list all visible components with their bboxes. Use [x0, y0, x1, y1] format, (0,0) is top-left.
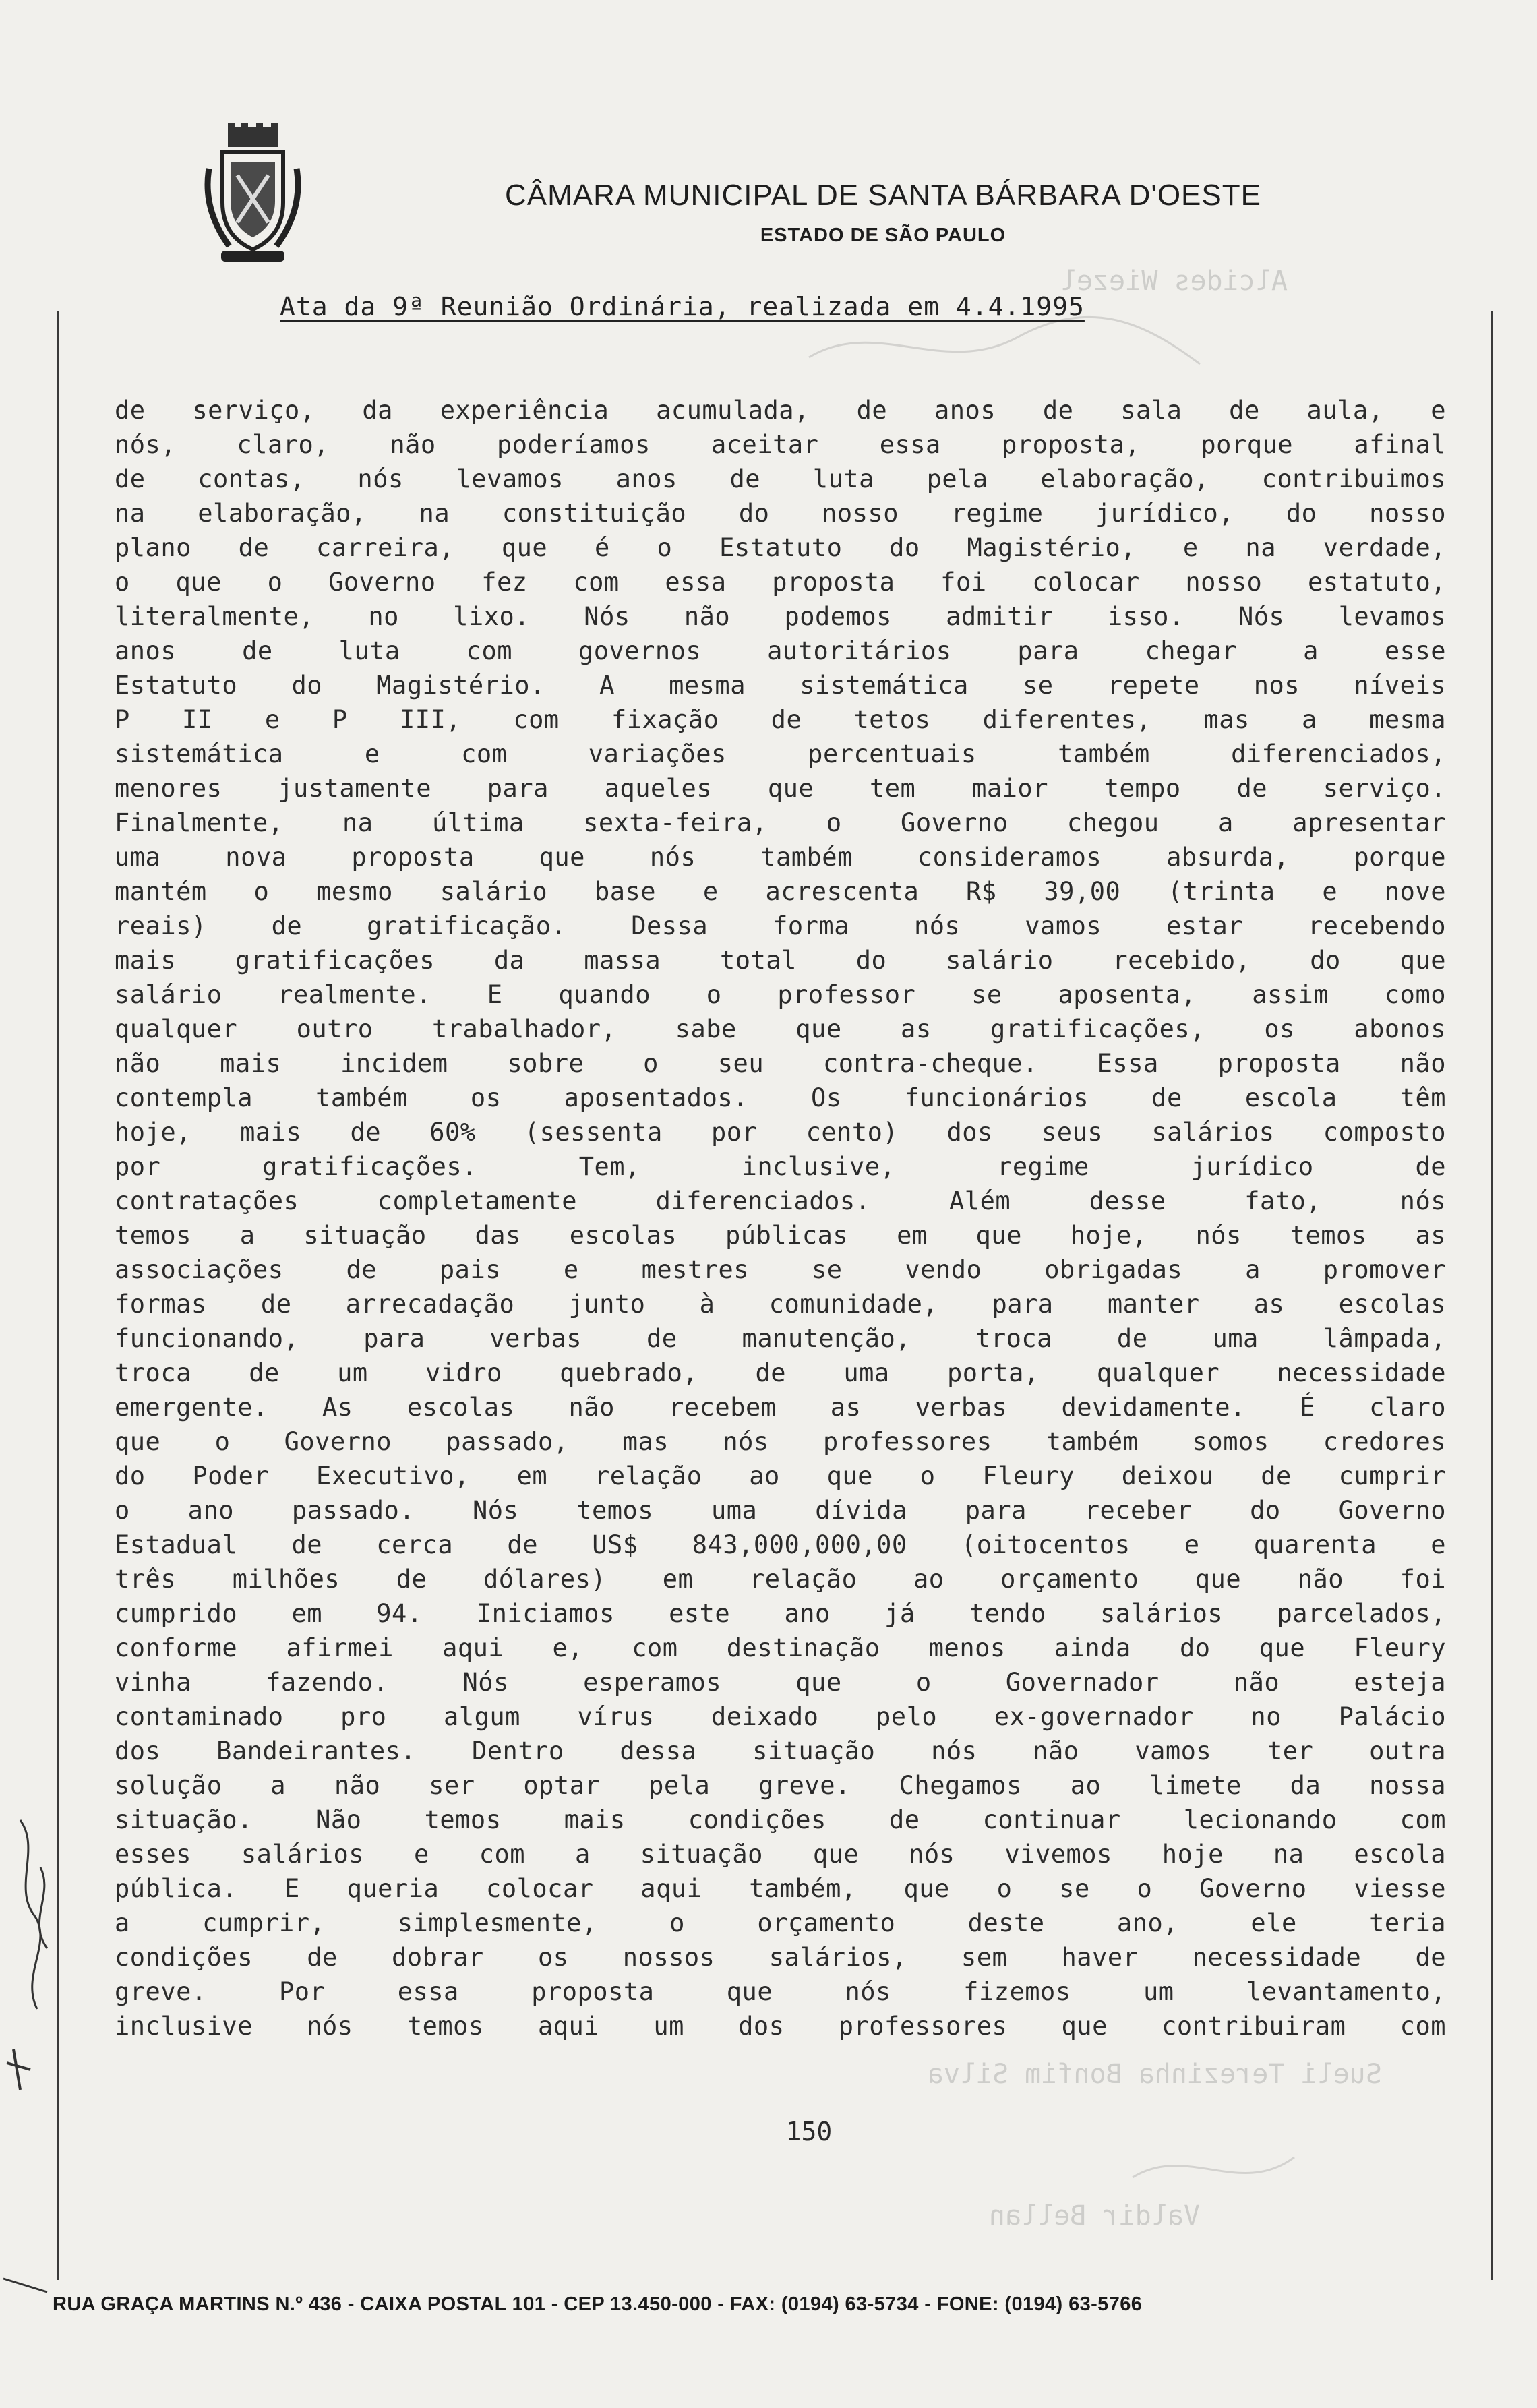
text-line: de contas, nós levamos anos de luta pela elaboração, contribuimos: [115, 464, 1446, 493]
text-line: contratações completamente diferenciados. Além desse fato, nós: [115, 1186, 1446, 1215]
text-line: qualquer outro trabalhador, sabe que as gratificações, os abonos: [115, 1015, 1446, 1044]
bleed-line-2: Sueli Terezinha Bonfim Silva: [927, 2059, 1382, 2090]
text-line: que o Governo passado, mas nós professores também somos credores: [115, 1427, 1446, 1456]
text-line: troca de um vidro quebrado, de uma porta, qualquer necessidade: [115, 1358, 1446, 1387]
text-line: funcionando, para verbas de manutenção, troca de uma lâmpada,: [115, 1324, 1446, 1353]
text-line: pública. E queria colocar aqui também, que o se o Governo viesse: [115, 1874, 1446, 1903]
page-number: 150: [785, 2117, 833, 2146]
text-line: sistemática e com variações percentuais também diferenciados,: [115, 740, 1446, 769]
municipal-coat-of-arms-icon: [202, 121, 303, 276]
text-line: contempla também os aposentados. Os funcionários de escola têm: [115, 1083, 1446, 1112]
text-line: do Poder Executivo, em relação ao que o Fleury deixou de cumprir: [115, 1462, 1446, 1491]
text-line: solução a não ser optar pela greve. Chegamos ao limete da nossa: [115, 1771, 1446, 1800]
bleed-line-1: Alcides Wiezel: [1060, 266, 1288, 297]
organization-name: CÂMARA MUNICIPAL DE SANTA BÁRBARA D'OESTE: [505, 179, 1261, 212]
text-line: anos de luta com governos autoritários para chegar a esse: [115, 636, 1446, 665]
text-line: menores justamente para aqueles que tem maior tempo de serviço.: [115, 774, 1446, 803]
text-line: literalmente, no lixo. Nós não podemos admitir isso. Nós levamos: [115, 602, 1446, 631]
text-line: uma nova proposta que nós também consideramos absurda, porque: [115, 843, 1446, 872]
page-border-right: [1491, 311, 1493, 2280]
text-line: por gratificações. Tem, inclusive, regime jurídico de: [115, 1152, 1446, 1181]
state-name: ESTADO DE SÃO PAULO: [760, 224, 1006, 246]
text-line: o ano passado. Nós temos uma dívida para receber do Governo: [115, 1496, 1446, 1525]
text-line: temos a situação das escolas públicas em que hoje, nós temos as: [115, 1221, 1446, 1250]
text-line: inclusive nós temos aqui um dos professores que contribuiram com: [115, 2012, 1446, 2041]
bleed-line-3: Valdir Bellan: [988, 2200, 1200, 2231]
text-line: emergente. As escolas não recebem as verbas devidamente. É claro: [115, 1393, 1446, 1422]
text-line: greve. Por essa proposta que nós fizemos um levantamento,: [115, 1977, 1446, 2006]
document-title: Ata da 9ª Reunião Ordinária, realizada em 4.4.1995: [280, 292, 1085, 322]
margin-signature: [0, 1807, 61, 2319]
text-line: nós, claro, não poderíamos aceitar essa proposta, porque afinal: [115, 430, 1446, 459]
text-line: na elaboração, na constituição do nosso regime jurídico, do nosso: [115, 499, 1446, 528]
text-line: vinha fazendo. Nós esperamos que o Governador não esteja: [115, 1668, 1446, 1697]
text-line: conforme afirmei aqui e, com destinação menos ainda do que Fleury: [115, 1633, 1446, 1662]
text-line: plano de carreira, que é o Estatuto do Magistério, e na verdade,: [115, 533, 1446, 562]
text-line: Estatuto do Magistério. A mesma sistemática se repete nos níveis: [115, 671, 1446, 700]
text-line: mantém o mesmo salário base e acrescenta R$ 39,00 (trinta e nove: [115, 877, 1446, 906]
text-line: reais) de gratificação. Dessa forma nós vamos estar recebendo: [115, 911, 1446, 940]
text-line: Estadual de cerca de US$ 843,000,000,00 (oitocentos e quarenta e: [115, 1530, 1446, 1559]
document-body: [115, 393, 1446, 2043]
text-line: mais gratificações da massa total do salário recebido, do que: [115, 946, 1446, 975]
text-line: esses salários e com a situação que nós vivemos hoje na escola: [115, 1840, 1446, 1869]
text-line: contaminado pro algum vírus deixado pelo ex-governador no Palácio: [115, 1702, 1446, 1731]
text-line: formas de arrecadação junto à comunidade, para manter as escolas: [115, 1290, 1446, 1319]
footer-address: RUA GRAÇA MARTINS N.º 436 - CAIXA POSTAL 101 - CEP 13.450-000 - FAX: (0194) 63-5734 - FONE: (0194) 63-5766: [53, 2293, 1143, 2315]
text-line: hoje, mais de 60% (sessenta por cento) dos seus salários composto: [115, 1118, 1446, 1147]
text-line: três milhões de dólares) em relação ao orçamento que não foi: [115, 1565, 1446, 1594]
text-line: não mais incidem sobre o seu contra-cheque. Essa proposta não: [115, 1049, 1446, 1078]
text-line: dos Bandeirantes. Dentro dessa situação nós não vamos ter outra: [115, 1737, 1446, 1766]
text-line: P II e P III, com fixação de tetos diferentes, mas a mesma: [115, 705, 1446, 734]
text-line: associações de pais e mestres se vendo obrigadas a promover: [115, 1255, 1446, 1284]
text-line: a cumprir, simplesmente, o orçamento deste ano, ele teria: [115, 1908, 1446, 1937]
text-line: cumprido em 94. Iniciamos este ano já tendo salários parcelados,: [115, 1599, 1446, 1628]
text-line: condições de dobrar os nossos salários, sem haver necessidade de: [115, 1943, 1446, 1972]
text-line: salário realmente. E quando o professor se aposenta, assim como: [115, 980, 1446, 1009]
text-line: o que o Governo fez com essa proposta foi colocar nosso estatuto,: [115, 568, 1446, 597]
text-line: Finalmente, na última sexta-feira, o Governo chegou a apresentar: [115, 808, 1446, 837]
text-line: de serviço, da experiência acumulada, de anos de sala de aula, e: [115, 396, 1446, 425]
text-line: situação. Não temos mais condições de continuar lecionando com: [115, 1805, 1446, 1834]
